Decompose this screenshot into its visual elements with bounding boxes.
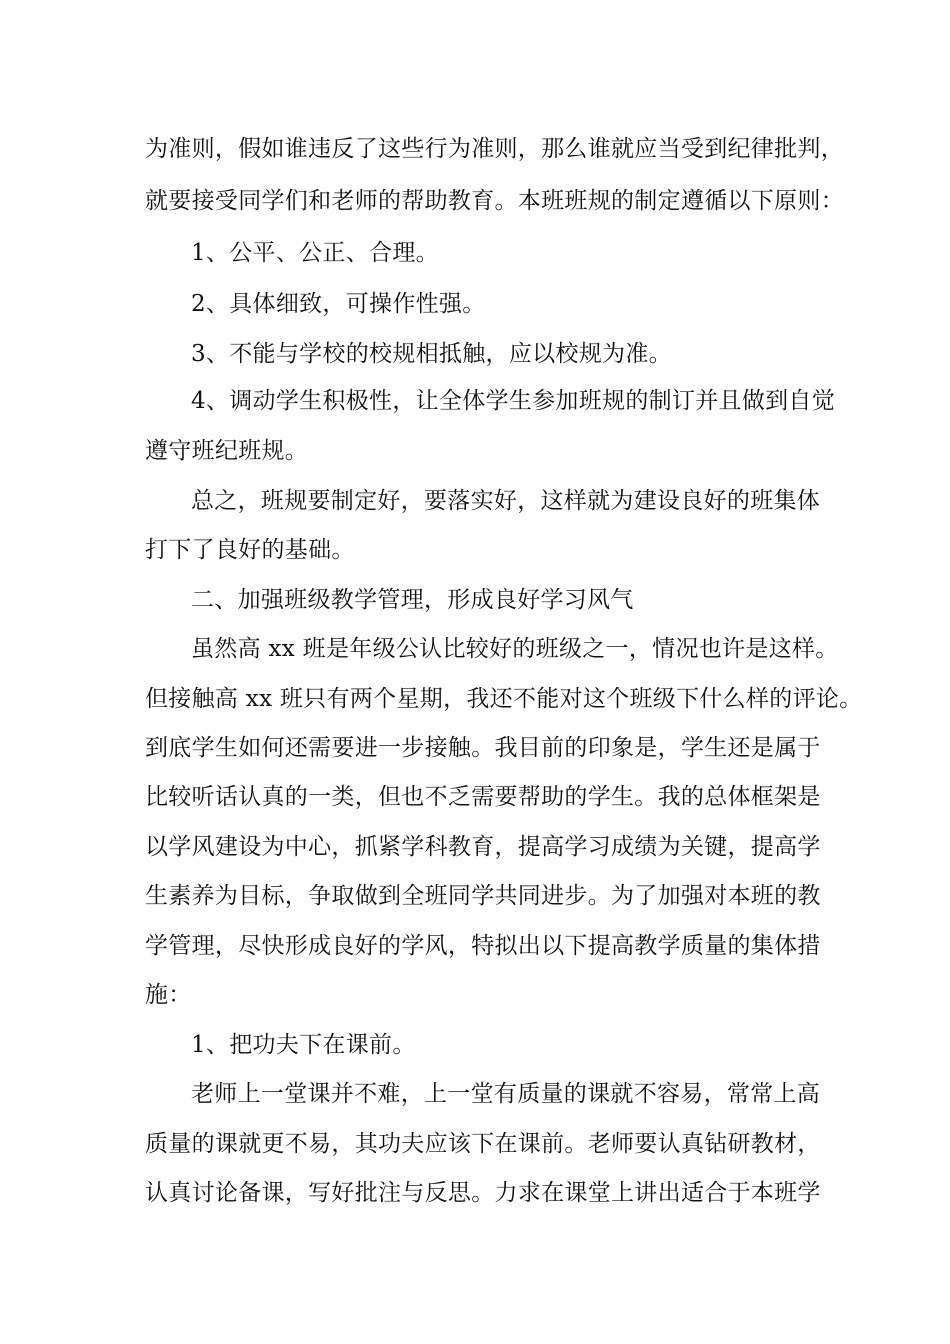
paragraph-line: 总之，班规要制定好，要落实好，这样就为建设良好的班集体 (191, 488, 821, 514)
list-item: 2、具体细致，可操作性强。 (191, 291, 486, 317)
paragraph-line: 遵守班纪班规。 (145, 438, 309, 464)
paragraph-line: 但接触高 xx 班只有两个星期，我还不能对这个班级下什么样的评论。 (145, 686, 863, 712)
paragraph-line: 就要接受同学们和老师的帮助教育。本班班规的制定遵循以下原则： (145, 188, 844, 214)
paragraph-line: 以学风建设为中心，抓紧学科教育，提高学习成绩为关键，提高学 (145, 834, 821, 860)
paragraph-line: 学管理，尽快形成良好的学风，特拟出以下提高教学质量的集体措 (145, 933, 821, 959)
paragraph-line: 质量的课就更不易，其功夫应该下在课前。老师要认真钻研教材， (145, 1131, 821, 1157)
paragraph-line: 打下了良好的基础。 (145, 537, 355, 563)
paragraph-line: 认真讨论备课，写好批注与反思。力求在课堂上讲出适合于本班学 (145, 1180, 821, 1206)
list-item: 1、把功夫下在课前。 (191, 1032, 416, 1058)
paragraph-line: 老师上一堂课并不难，上一堂有质量的课就不容易，常常上高 (191, 1081, 821, 1107)
section-heading: 二、加强班级教学管理，形成良好学习风气 (191, 587, 634, 613)
paragraph-line: 比较听话认真的一类，但也不乏需要帮助的学生。我的总体框架是 (145, 784, 821, 810)
paragraph-line: 施： (145, 982, 192, 1008)
list-item: 1、公平、公正、合理。 (191, 240, 439, 266)
paragraph-line: 到底学生如何还需要进一步接触。我目前的印象是，学生还是属于 (145, 735, 821, 761)
list-item: 4、调动学生积极性，让全体学生参加班规的制订并且做到自觉 (191, 388, 836, 414)
paragraph-line: 虽然高 xx 班是年级公认比较好的班级之一，情况也许是这样。 (191, 636, 839, 662)
list-item: 3、不能与学校的校规相抵触，应以校规为准。 (191, 341, 672, 367)
paragraph-line: 生素养为目标，争取做到全班同学共同进步。为了加强对本班的教 (145, 883, 821, 909)
paragraph-line: 为准则，假如谁违反了这些行为准则，那么谁就应当受到纪律批判， (145, 136, 844, 162)
